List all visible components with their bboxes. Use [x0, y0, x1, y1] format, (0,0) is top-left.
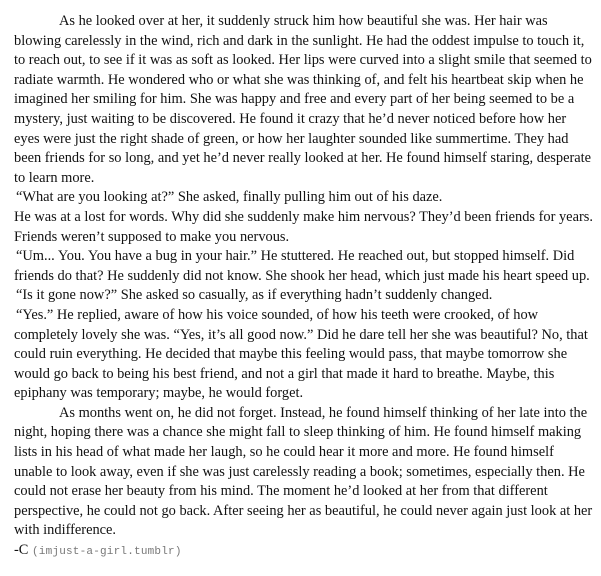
- paragraph-7: As months went on, he did not forget. Instead, he found himself thinking of her late into the night, hoping there was a chance she might fall to sleep thinking of him. He found himself making lists in his head of what made her laugh, so he could hear it more and more. He found himself unable to look away, even if she was just carelessly reading a book; sometimes, especially then. He could not erase her beauty from his mind. The moment he’d looked at her from that different perspective, he could not go back. After seeing her as beautiful, he could never again just look at her with indifference.: [14, 404, 593, 539]
- paragraph-4: “Um... You. You have a bug in your hair.” He stuttered. He reached out, but stopped himself. Did friends do that? He suddenly did not know. She shook her head, which just made his heart speed up.: [14, 248, 590, 284]
- paragraph-5: “Is it gone now?” She asked so casually, as if everything hadn’t suddenly changed.: [16, 287, 493, 304]
- watermark-credit: (imjust-a-girl.tumblr): [32, 546, 182, 559]
- paragraph-1: As he looked over at her, it suddenly struck him how beautiful she was. Her hair was blowing carelessly in the wind, rich and dark in the sunlight. He had the oddest impulse to touch it, to reach out, to see if it was as soft as looked. Her lips were curved into a slight smile that seemed to radiate warmth. He wondered who or what she was thinking of, and felt his heartbeat skip when he imagined her smiling for him. She was happy and free and every part of her being seemed to be a mystery, just waiting to be discovered. He found it crazy that he’d never noticed before how her eyes were just the right shade of green, or how her laughter sounded like summertime. They had been friends for so long, and yet he’d never really looked at her. He found himself staring, desperate to learn more.: [14, 13, 592, 186]
- paragraph-3: He was at a lost for words. Why did she suddenly make him nervous? They’d been friends for years. Friends weren’t supposed to make you nervous.: [14, 208, 593, 245]
- signature: -C: [14, 542, 29, 559]
- story-text: [14, 12, 594, 563]
- paragraph-6: “Yes.” He replied, aware of how his voice sounded, of how his teeth were crooked, of how completely lovely she was. “Yes, it’s all good now.” Did he dare tell her she was beautiful? No, that could ruin everything. He decided that maybe this feeling would pass, that maybe tomorrow she would go back to being his best friend, and not a girl that made it hard to breathe. Maybe, this epiphany was temporary; maybe, he would forget.: [14, 306, 588, 402]
- signature-line: [14, 541, 594, 563]
- paragraph-2: “What are you looking at?” She asked, finally pulling him out of his daze.: [16, 189, 443, 206]
